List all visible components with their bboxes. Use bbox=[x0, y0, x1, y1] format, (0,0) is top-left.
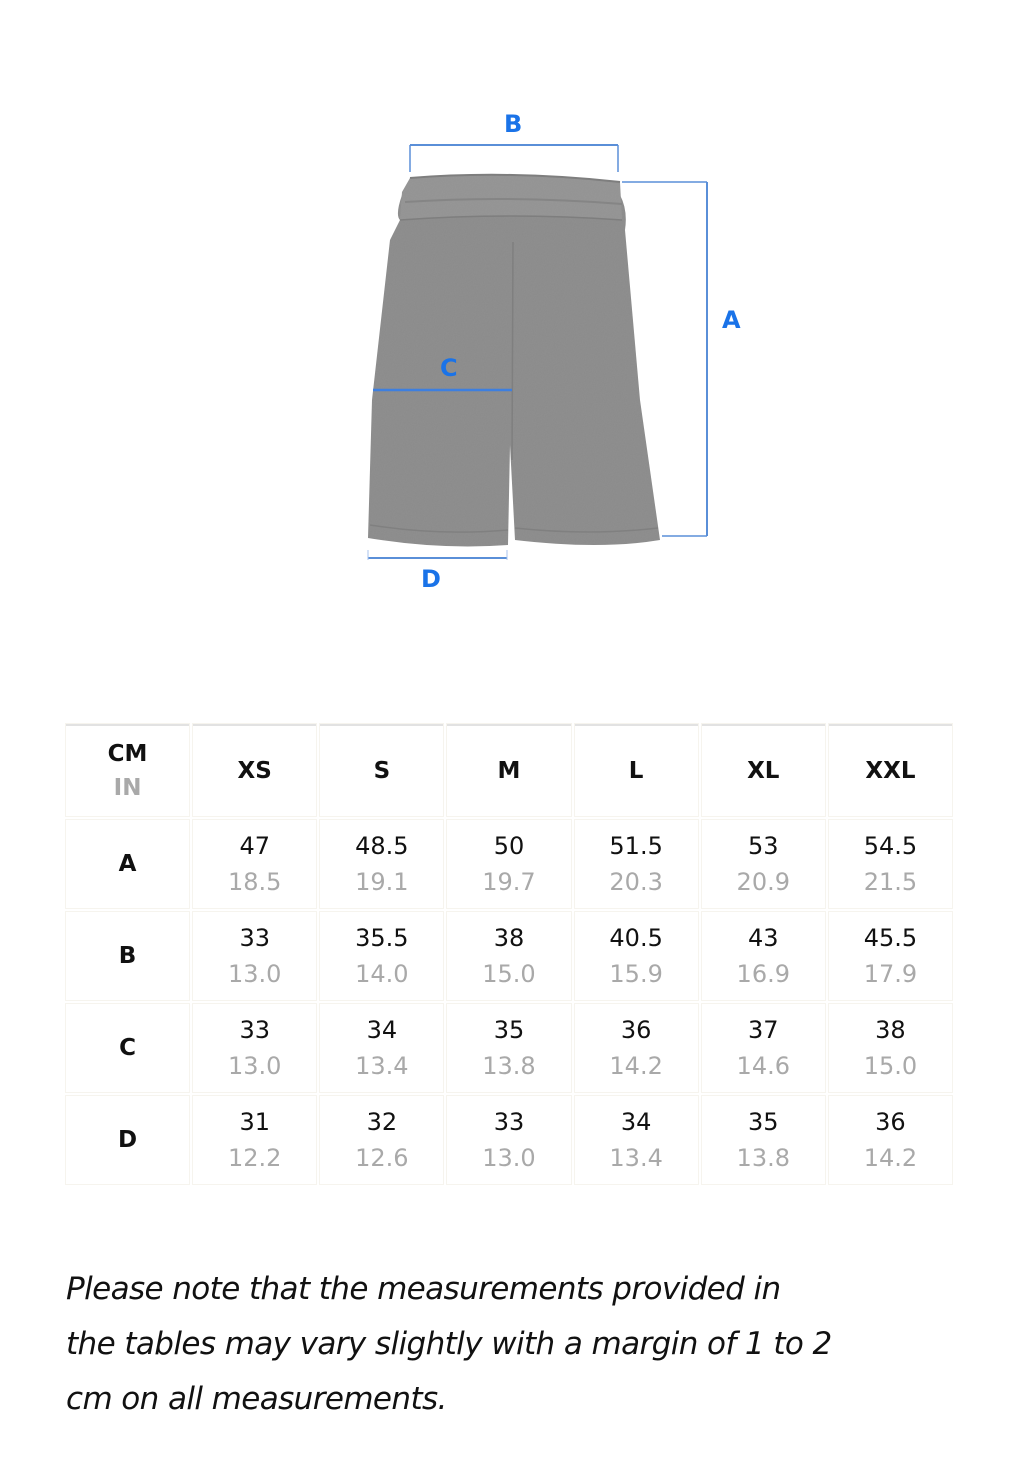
value-cm: 33 bbox=[239, 1016, 270, 1044]
row-key-c: C bbox=[66, 1004, 189, 1092]
value-in: 15.0 bbox=[482, 960, 536, 988]
table-row-d bbox=[66, 1096, 952, 1184]
value-in: 16.9 bbox=[736, 960, 790, 988]
shorts-illustration bbox=[350, 100, 770, 600]
size-header-xs: XS bbox=[193, 724, 316, 816]
value-in: 21.5 bbox=[863, 868, 918, 896]
value-cm: 40.5 bbox=[609, 924, 663, 952]
row-key-a: A bbox=[66, 820, 189, 908]
value-in: 12.6 bbox=[355, 1144, 409, 1172]
value-in: 13.0 bbox=[227, 960, 282, 988]
dimension-label-b: B bbox=[504, 110, 523, 138]
value-cm: 53 bbox=[748, 832, 779, 860]
value-cm: 45.5 bbox=[863, 924, 918, 952]
value-in: 13.4 bbox=[355, 1052, 409, 1080]
value-cm: 37 bbox=[748, 1016, 779, 1044]
value-in: 19.1 bbox=[355, 868, 409, 896]
value-in: 18.5 bbox=[227, 868, 282, 896]
table-cell bbox=[575, 912, 698, 1000]
table-cell bbox=[447, 912, 570, 1000]
table-cell bbox=[702, 820, 825, 908]
table-cell bbox=[829, 1004, 952, 1092]
table-cell bbox=[575, 1096, 698, 1184]
value-in: 13.8 bbox=[736, 1144, 790, 1172]
value-cm: 43 bbox=[748, 924, 779, 952]
table-cell bbox=[702, 1004, 825, 1092]
measurement-disclaimer bbox=[66, 1262, 966, 1427]
value-in: 15.0 bbox=[863, 1052, 918, 1080]
value-in: 13.8 bbox=[482, 1052, 536, 1080]
table-cell bbox=[320, 1004, 443, 1092]
row-key-d: D bbox=[66, 1096, 189, 1184]
unit-in-label: IN bbox=[113, 775, 142, 801]
value-in: 19.7 bbox=[482, 868, 536, 896]
value-cm: 36 bbox=[620, 1016, 652, 1044]
table-cell bbox=[320, 820, 443, 908]
value-in: 17.9 bbox=[863, 960, 918, 988]
value-cm: 38 bbox=[493, 924, 525, 952]
value-cm: 34 bbox=[620, 1108, 652, 1136]
table-cell bbox=[447, 820, 570, 908]
table-cell bbox=[702, 1096, 825, 1184]
dimension-label-d: D bbox=[421, 565, 441, 593]
value-in: 20.3 bbox=[609, 868, 663, 896]
value-cm: 35 bbox=[493, 1016, 525, 1044]
dimension-label-a: A bbox=[722, 306, 741, 334]
disclaimer-line: Please note that the measurements provided in bbox=[66, 1271, 781, 1307]
value-in: 14.6 bbox=[736, 1052, 790, 1080]
table-header-row bbox=[66, 724, 952, 816]
unit-cm-label: CM bbox=[107, 741, 148, 767]
measurement-diagram bbox=[350, 100, 770, 600]
value-cm: 32 bbox=[366, 1108, 398, 1136]
table-cell bbox=[320, 912, 443, 1000]
table-cell bbox=[193, 1096, 316, 1184]
disclaimer-line: the tables may vary slightly with a margin of 1 to 2 bbox=[66, 1326, 832, 1362]
value-in: 15.9 bbox=[609, 960, 663, 988]
value-in: 13.0 bbox=[227, 1052, 282, 1080]
table-cell bbox=[447, 1004, 570, 1092]
table-cell bbox=[447, 1096, 570, 1184]
value-cm: 36 bbox=[875, 1108, 906, 1136]
size-header-s: S bbox=[320, 724, 443, 816]
table-cell bbox=[193, 820, 316, 908]
value-cm: 38 bbox=[875, 1016, 906, 1044]
value-in: 20.9 bbox=[736, 868, 790, 896]
value-in: 13.0 bbox=[482, 1144, 536, 1172]
value-cm: 48.5 bbox=[355, 832, 409, 860]
size-header-m: M bbox=[447, 724, 570, 816]
value-cm: 34 bbox=[366, 1016, 398, 1044]
table-cell bbox=[320, 1096, 443, 1184]
table-cell bbox=[829, 1096, 952, 1184]
value-cm: 35.5 bbox=[355, 924, 409, 952]
value-in: 14.0 bbox=[355, 960, 409, 988]
table-row-a bbox=[66, 820, 952, 908]
value-cm: 50 bbox=[493, 832, 525, 860]
table-cell bbox=[193, 912, 316, 1000]
row-key-b: B bbox=[66, 912, 189, 1000]
disclaimer-line: cm on all measurements. bbox=[66, 1381, 447, 1417]
table-cell bbox=[829, 912, 952, 1000]
table-cell bbox=[702, 912, 825, 1000]
value-cm: 31 bbox=[239, 1108, 270, 1136]
size-header-xxl: XXL bbox=[829, 724, 952, 816]
size-header-l: L bbox=[575, 724, 698, 816]
table-cell bbox=[829, 820, 952, 908]
table-row-c bbox=[66, 1004, 952, 1092]
value-cm: 51.5 bbox=[609, 832, 663, 860]
size-chart-table bbox=[62, 720, 956, 1188]
unit-header-cell bbox=[66, 724, 189, 816]
dimension-label-c: C bbox=[440, 354, 458, 382]
value-cm: 33 bbox=[493, 1108, 525, 1136]
value-in: 12.2 bbox=[227, 1144, 282, 1172]
value-cm: 47 bbox=[239, 832, 270, 860]
value-in: 14.2 bbox=[609, 1052, 663, 1080]
size-header-xl: XL bbox=[702, 724, 825, 816]
value-in: 13.4 bbox=[609, 1144, 663, 1172]
table-cell bbox=[575, 1004, 698, 1092]
value-cm: 54.5 bbox=[863, 832, 918, 860]
table-cell bbox=[575, 820, 698, 908]
table-cell bbox=[193, 1004, 316, 1092]
value-cm: 33 bbox=[239, 924, 270, 952]
value-cm: 35 bbox=[748, 1108, 779, 1136]
value-in: 14.2 bbox=[863, 1144, 918, 1172]
table-row-b bbox=[66, 912, 952, 1000]
